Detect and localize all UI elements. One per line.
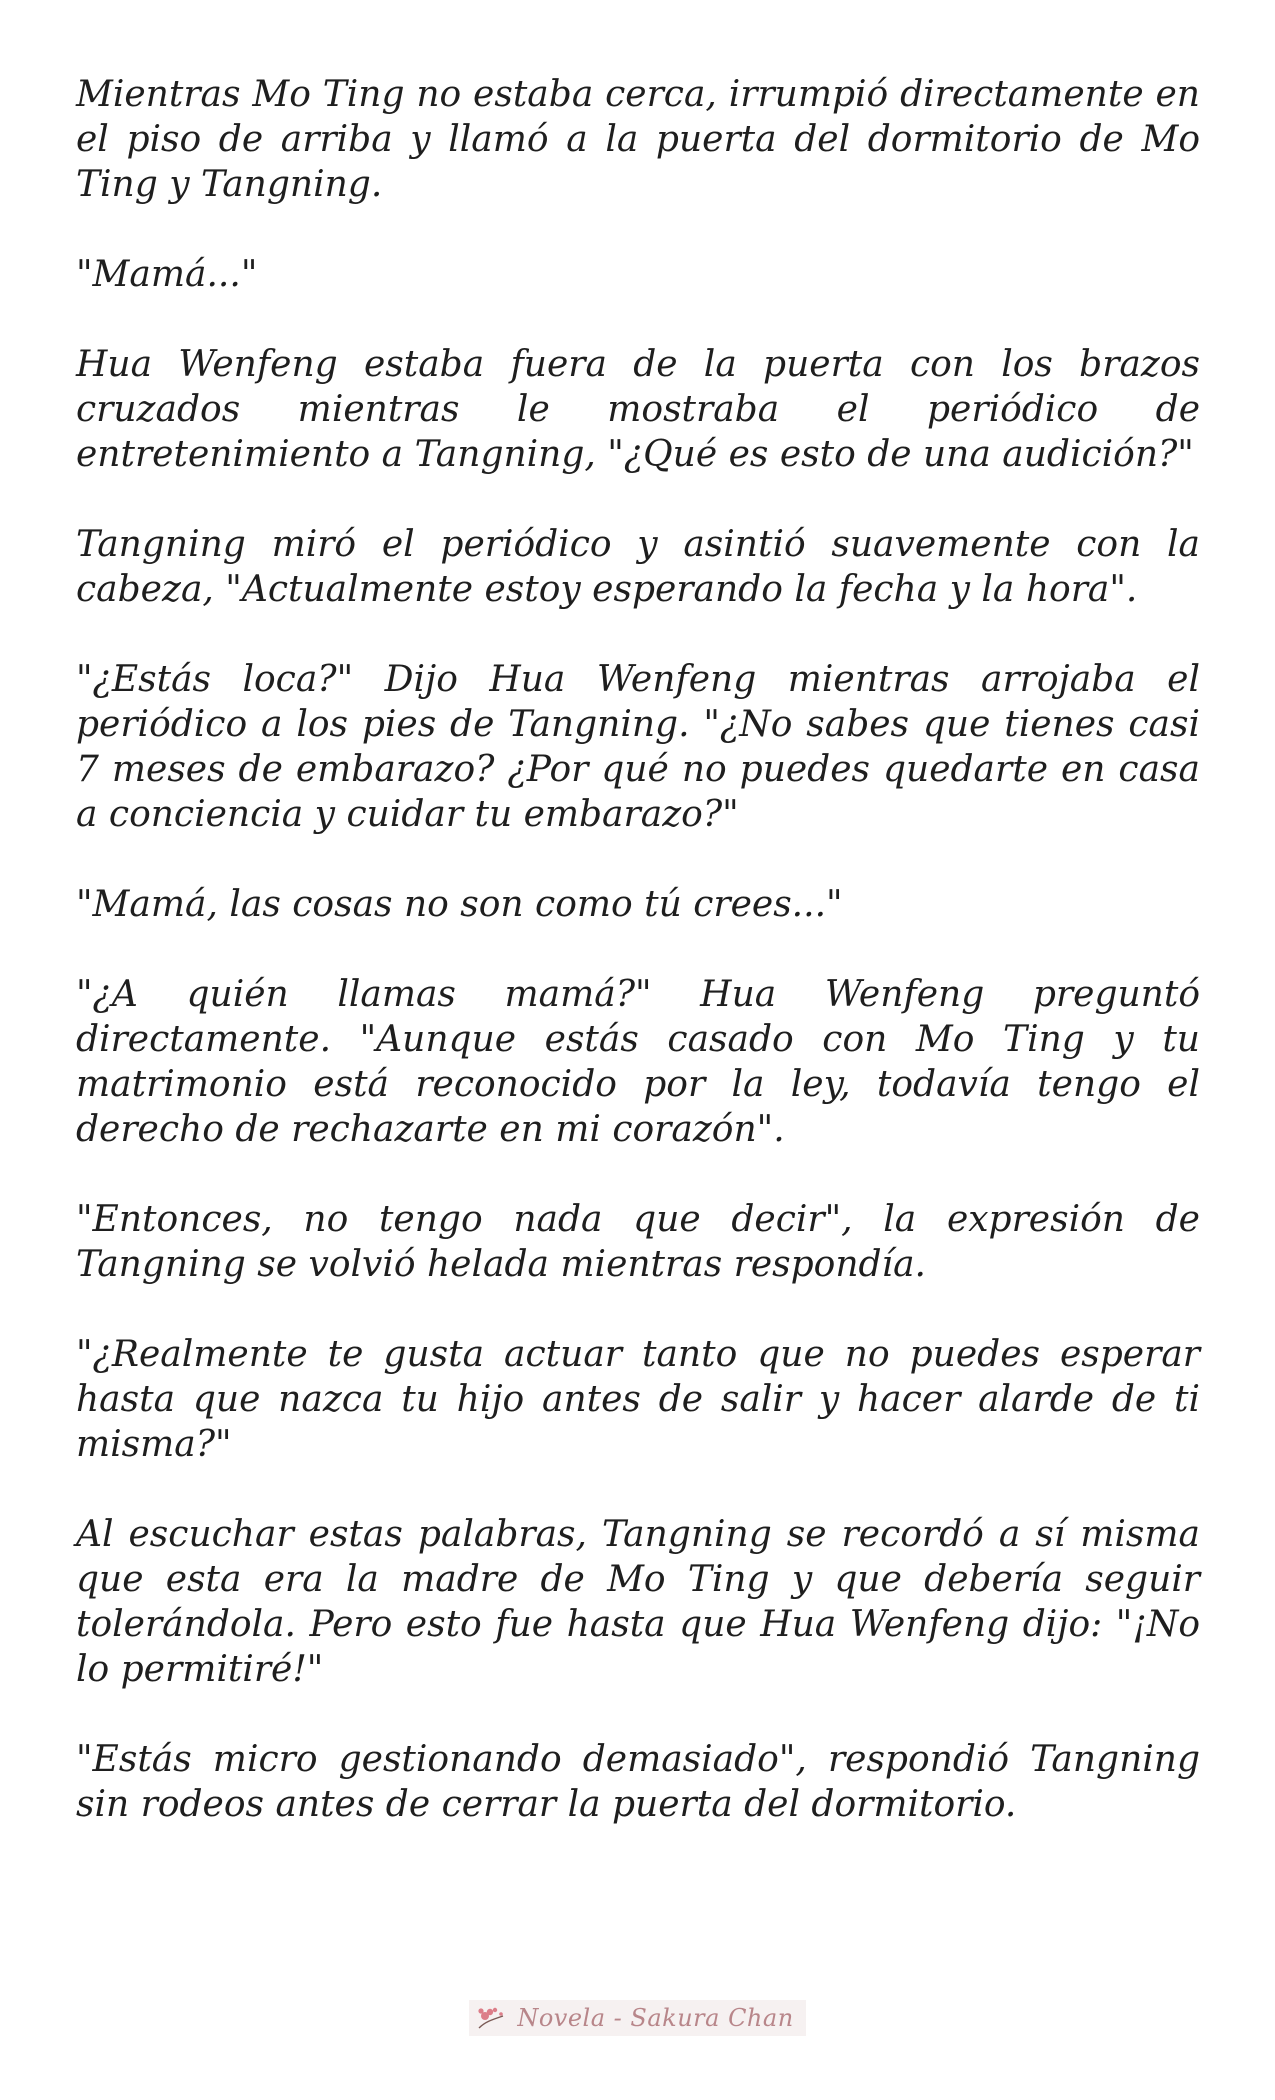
paragraph-9: "¿Realmente te gusta actuar tanto que no puedes esperar hasta que nazca tu hijo antes de salir y hacer alarde de ti misma?" xyxy=(76,1334,1200,1465)
paragraph-6: "Mamá, las cosas no son como tú crees..." xyxy=(76,884,843,925)
paragraph-11: "Estás micro gestionando demasiado", respondió Tangning sin rodeos antes de cerrar la puerta del dormitorio. xyxy=(76,1739,1200,1825)
paragraph-3: Hua Wenfeng estaba fuera de la puerta con los brazos cruzados mientras le mostraba el periódico de entretenimiento a Tangning, "¿Qué es esto de una audición?" xyxy=(76,344,1200,475)
paragraph-1: Mientras Mo Ting no estaba cerca, irrumpió directamente en el piso de arriba y llamó a la puerta del dormitorio de Mo Ting y Tangning. xyxy=(76,74,1200,205)
paragraph-8: "Entonces, no tengo nada que decir", la expresión de Tangning se volvió helada mientras respondía. xyxy=(76,1199,1200,1285)
document-body xyxy=(76,72,1200,1872)
paragraph-2: "Mamá..." xyxy=(76,254,258,295)
paragraph-5: "¿Estás loca?" Dijo Hua Wenfeng mientras arrojaba el periódico a los pies de Tangning. "¿No sabes que tienes casi 7 meses de embarazo? ¿Por qué no puedes quedarte en casa a conciencia y cuidar tu embarazo?" xyxy=(76,659,1200,835)
watermark xyxy=(0,1994,1275,2042)
sakura-flower-icon xyxy=(475,2004,509,2032)
paragraph-4: Tangning miró el periódico y asintió suavemente con la cabeza, "Actualmente estoy esperando la fecha y la hora". xyxy=(76,524,1200,610)
paragraph-7: "¿A quién llamas mamá?" Hua Wenfeng preguntó directamente. "Aunque estás casado con Mo Ting y tu matrimonio está reconocido por la ley, todavía tengo el derecho de rechazarte en mi corazón". xyxy=(76,974,1200,1150)
watermark-badge xyxy=(469,2000,805,2036)
paragraph-10: Al escuchar estas palabras, Tangning se recordó a sí misma que esta era la madre de Mo Ting y que debería seguir tolerándola. Pero esto fue hasta que Hua Wenfeng dijo: "¡No lo permitiré!" xyxy=(76,1514,1200,1690)
watermark-text: Novela - Sakura Chan xyxy=(517,2004,794,2032)
